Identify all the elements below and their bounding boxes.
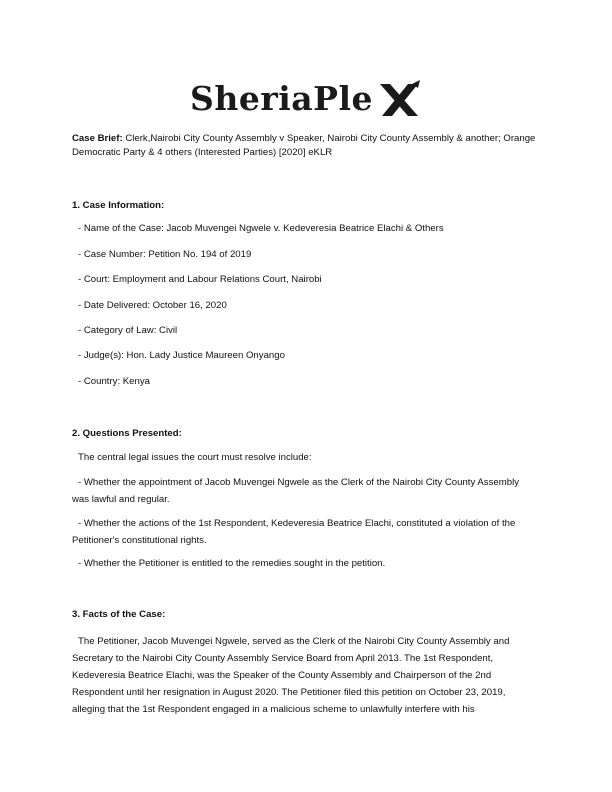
facts-paragraph: The Petitioner, Jacob Muvengei Ngwele, served as the Clerk of the Nairobi City County Assembly and Secretary to the Nairobi City County Assembly Service Board from April 2013. The 1st Respondent, Kedeveresia Beatrice Elachi, was the Speaker of the County Assembly and Chairperson of the 2nd Respondent until her resignation in August 2020. The Petitioner filed this petition on October 23, 2019, alleging that the 1st Respondent engaged in a malicious scheme to unlawfully interfere with his	[72, 636, 510, 715]
case-info-item: - Case Number: Petition No. 194 of 2019	[78, 249, 252, 260]
question-item: - Whether the actions of the 1st Respondent, Kedeveresia Beatrice Elachi, constituted a violation of the Petitioner's constitutional rights.	[72, 518, 516, 546]
case-info-item: - Name of the Case: Jacob Muvengei Ngwele v. Kedeveresia Beatrice Elachi & Others	[78, 223, 444, 234]
case-info-item: - Court: Employment and Labour Relations Court, Nairobi	[78, 274, 322, 285]
case-brief	[72, 132, 542, 160]
case-info-item: - Judge(s): Hon. Lady Justice Maureen Onyango	[78, 350, 285, 361]
question-item: - Whether the appointment of Jacob Muvengei Ngwele as the Clerk of the Nairobi City County Assembly was lawful and regular.	[72, 477, 519, 505]
logo-wordmark: SheriaPle	[190, 79, 373, 118]
case-info-item: - Country: Kenya	[78, 376, 150, 387]
question-item: - Whether the Petitioner is entitled to the remedies sought in the petition.	[78, 558, 386, 569]
sheriaplex-logo	[190, 74, 430, 124]
section-case-information-heading: 1. Case Information:	[72, 200, 165, 211]
questions-intro: The central legal issues the court must resolve include:	[78, 452, 312, 463]
case-info-item: - Date Delivered: October 16, 2020	[78, 300, 227, 311]
logo-x-mark	[378, 80, 420, 120]
case-info-item: - Category of Law: Civil	[78, 325, 178, 336]
case-brief-label: Case Brief:	[72, 133, 123, 144]
section-facts-heading: 3. Facts of the Case:	[72, 609, 166, 620]
case-brief-text: Clerk,Nairobi City County Assembly v Speaker, Nairobi City County Assembly & another; Orange Democratic Party & 4 others (Interested Parties) [2020] eKLR	[72, 133, 536, 158]
section-questions-heading: 2. Questions Presented:	[72, 428, 182, 439]
